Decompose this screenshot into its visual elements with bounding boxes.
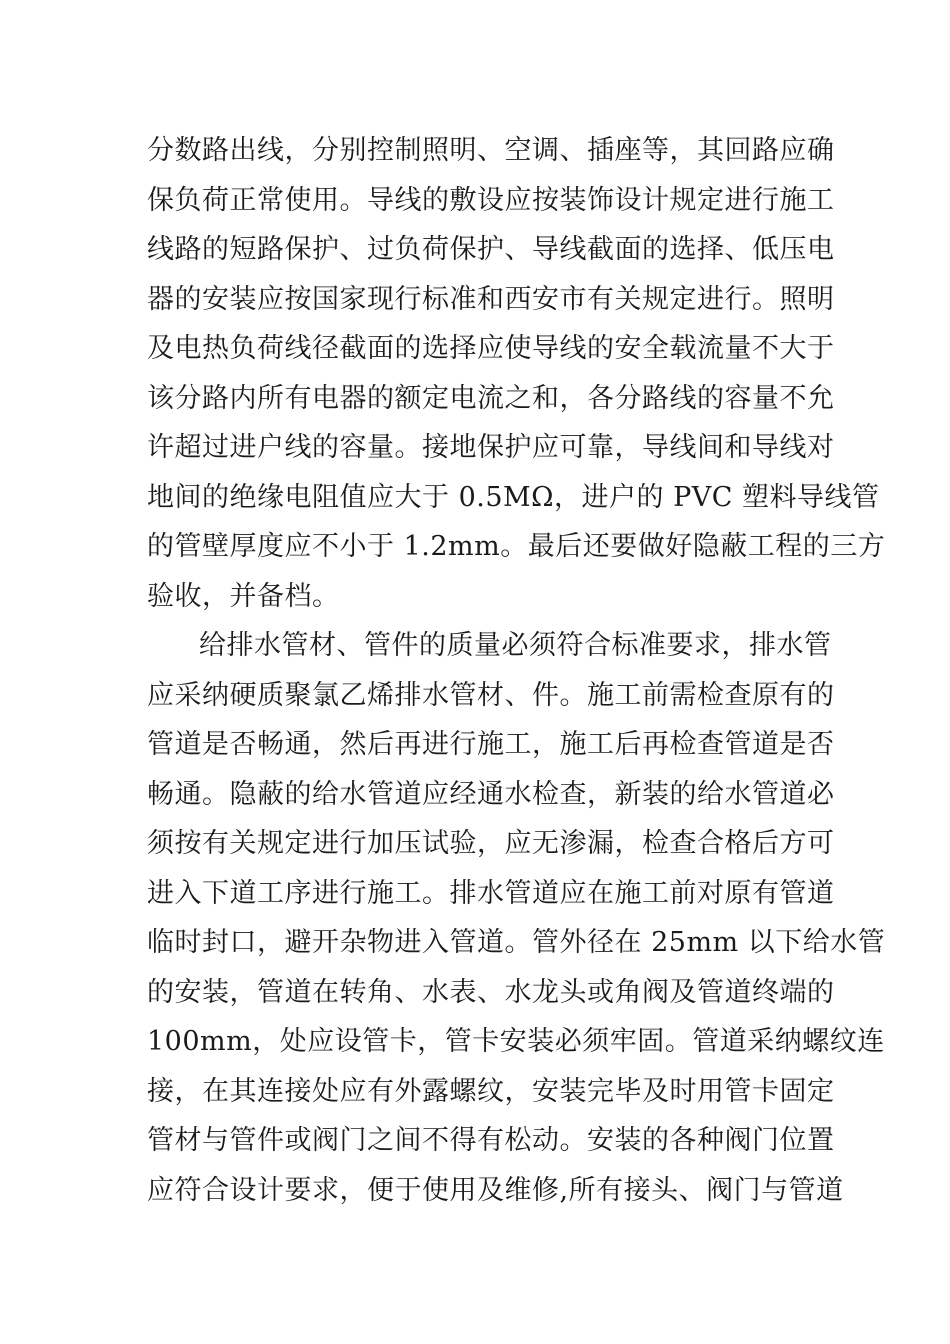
text-line: 保负荷正常使用。导线的敷设应按装饰设计规定进行施工 xyxy=(147,185,835,216)
text-line: 畅通。隐蔽的给水管道应经通水检查，新装的给水管道必 xyxy=(147,779,835,810)
text-line: 的安装，管道在转角、水表、水龙头或角阀及管道终端的 xyxy=(147,977,835,1008)
text-line: 应采纳硬质聚氯乙烯排水管材、件。施工前需检查原有的 xyxy=(147,680,835,711)
text-line: 验收，并备档。 xyxy=(147,581,340,612)
text-line: 地间的绝缘电阻值应大于 0.5MΩ，进户的 PVC 塑料导线管 xyxy=(147,482,880,513)
text-line: 须按有关规定进行加压试验，应无渗漏，检查合格后方可 xyxy=(147,828,835,859)
text-line: 及电热负荷线径截面的选择应使导线的安全载流量不大于 xyxy=(147,333,835,364)
text-line: 应符合设计要求，便于使用及维修,所有接头、阀门与管道 xyxy=(147,1175,844,1206)
text-line: 100mm，处应设管卡，管卡安装必须牢固。管道采纳螺纹连 xyxy=(147,1026,885,1057)
text-line: 线路的短路保护、过负荷保护、导线截面的选择、低压电 xyxy=(147,234,835,265)
text-line: 进入下道工序进行施工。排水管道应在施工前对原有管道 xyxy=(147,878,835,909)
text-line: 分数路出线，分别控制照明、空调、插座等，其回路应确 xyxy=(147,135,835,166)
paragraph-first-line: 给排水管材、管件的质量必须符合标准要求，排水管 xyxy=(199,630,832,661)
text-line: 接，在其连接处应有外露螺纹，安装完毕及时用管卡固定 xyxy=(147,1076,835,1107)
text-line: 的管壁厚度应不小于 1.2mm。最后还要做好隐蔽工程的三方 xyxy=(147,531,886,562)
text-line: 临时封口，避开杂物进入管道。管外径在 25mm 以下给水管 xyxy=(147,927,886,958)
text-line: 许超过进户线的容量。接地保护应可靠，导线间和导线对 xyxy=(147,432,835,463)
text-line: 管材与管件或阀门之间不得有松动。安装的各种阀门位置 xyxy=(147,1125,835,1156)
text-line: 管道是否畅通，然后再进行施工，施工后再检查管道是否 xyxy=(147,729,835,760)
text-line: 器的安装应按国家现行标准和西安市有关规定进行。照明 xyxy=(147,284,835,315)
text-line: 该分路内所有电器的额定电流之和，各分路线的容量不允 xyxy=(147,383,835,414)
